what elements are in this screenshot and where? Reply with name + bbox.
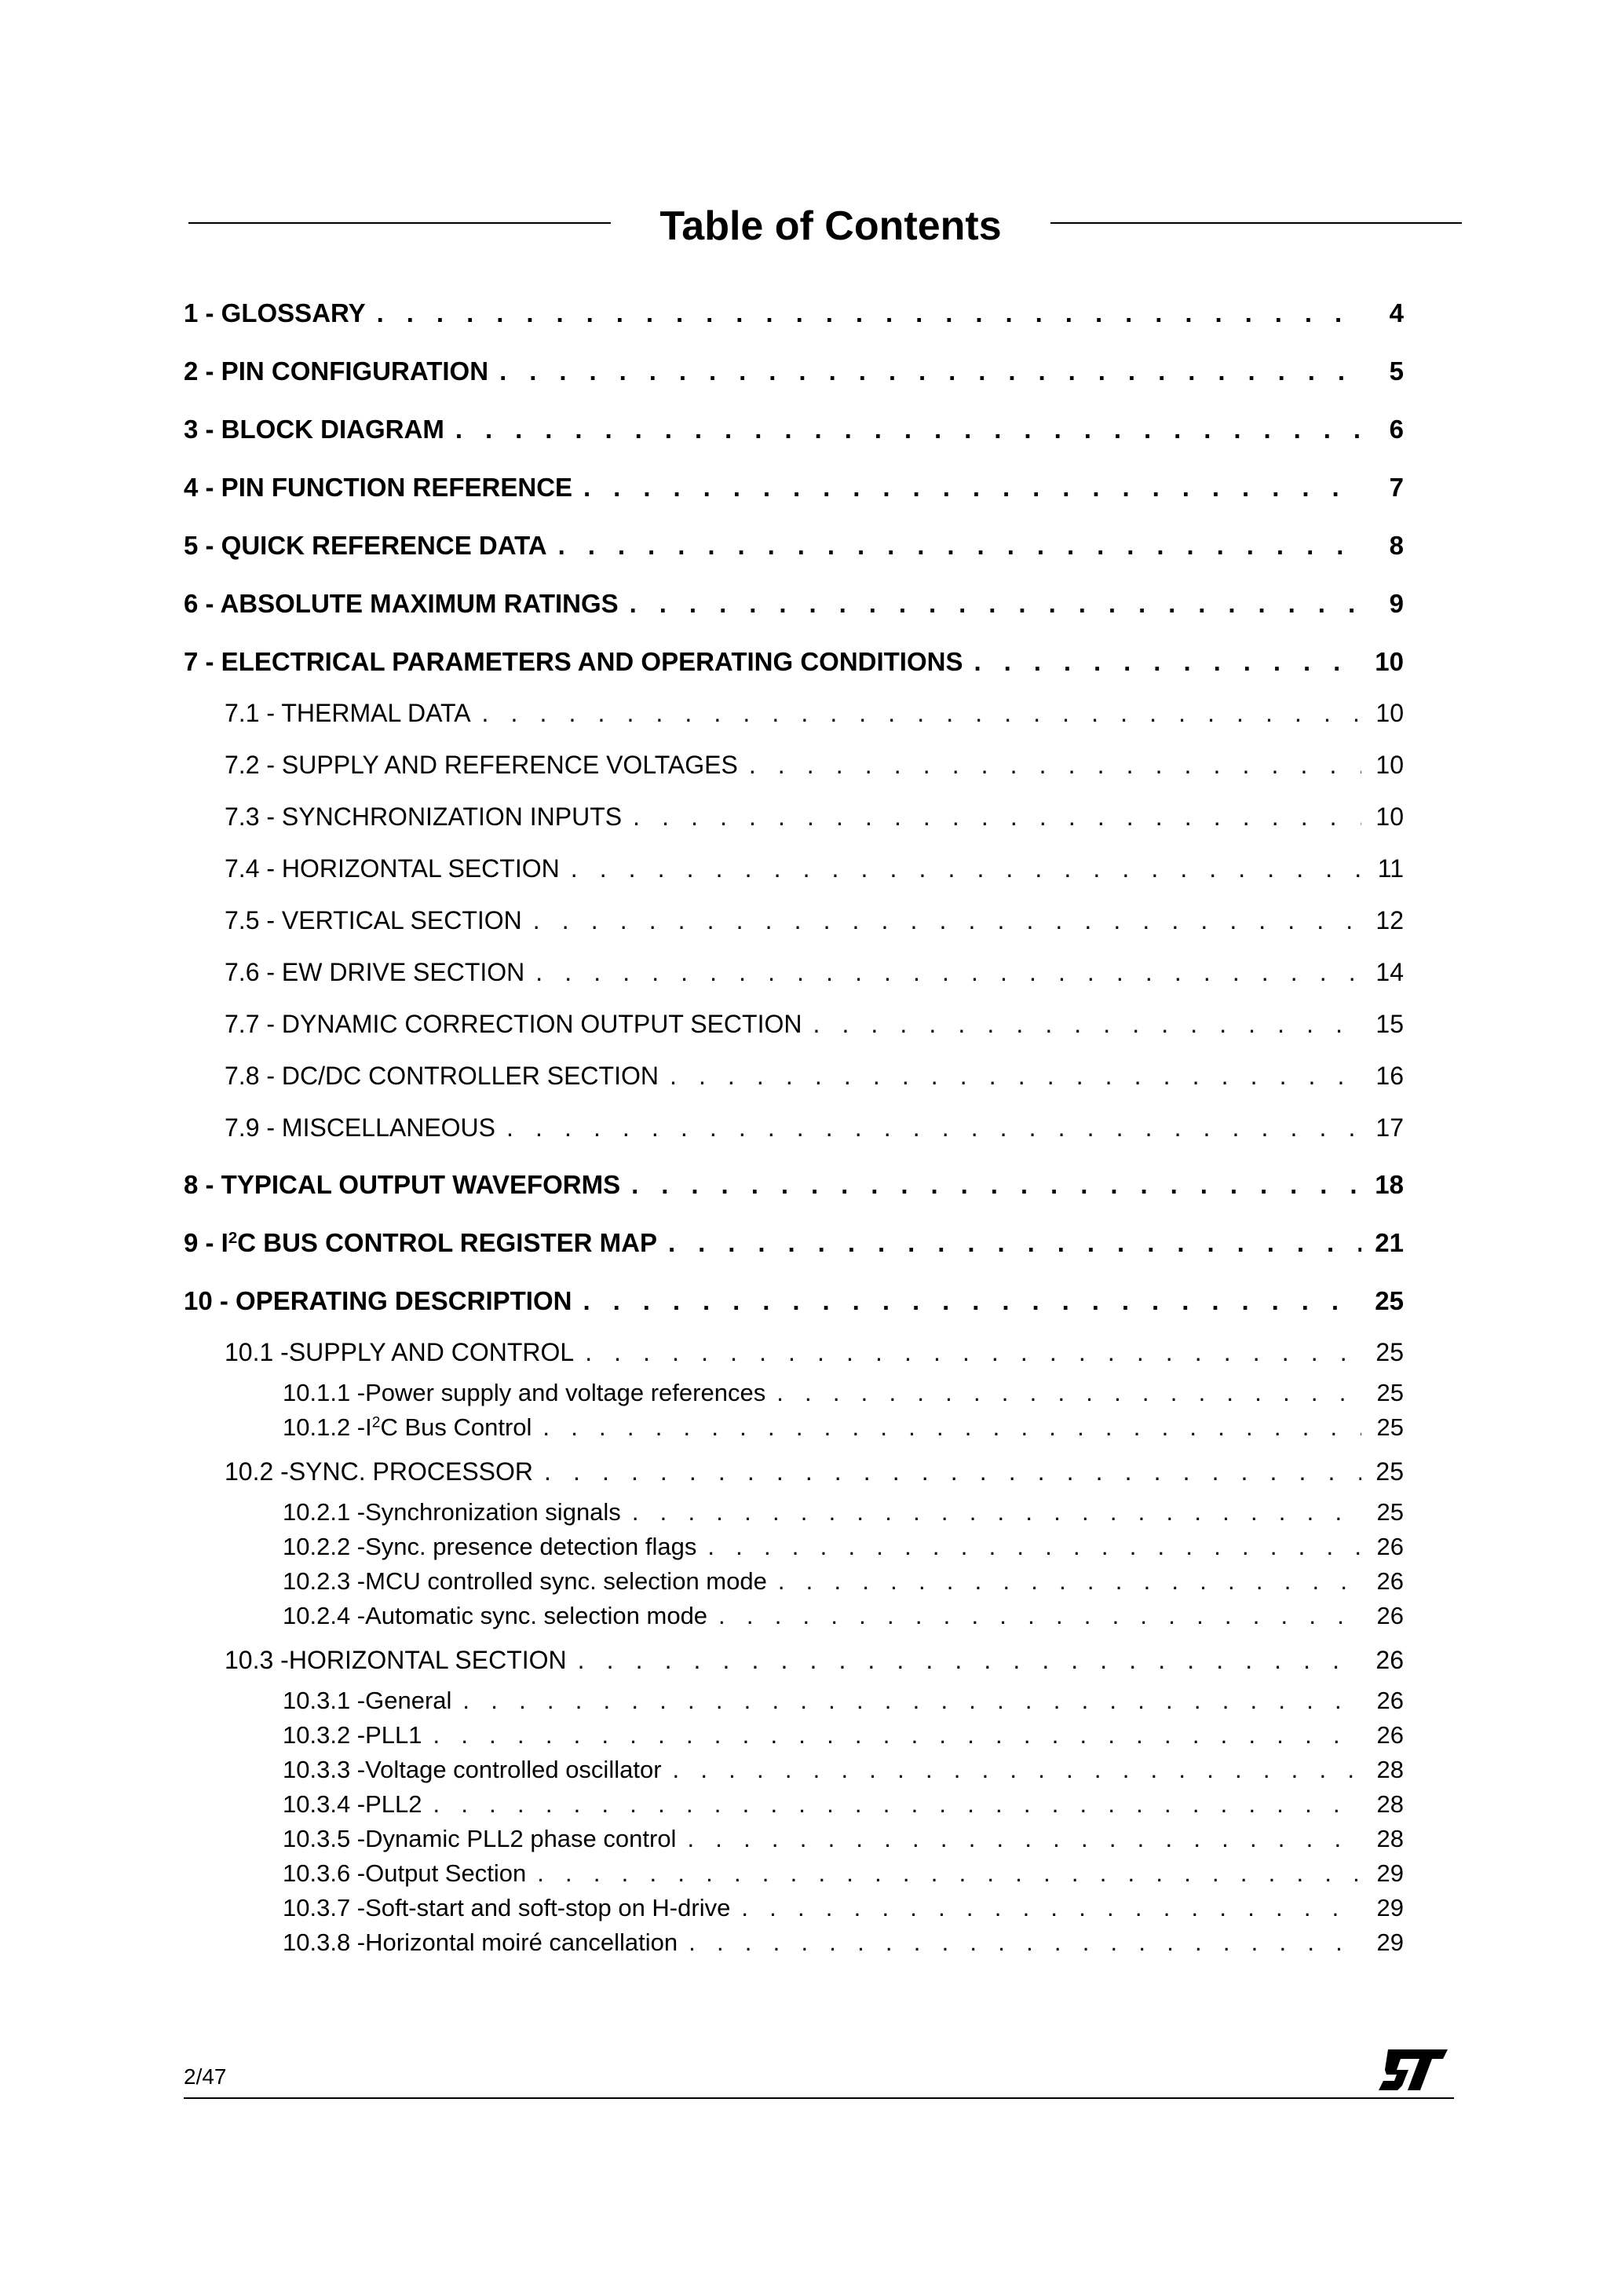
dot-leader bbox=[668, 1228, 1361, 1258]
toc-entry-pin-configuration[interactable] bbox=[184, 356, 1404, 388]
toc-entry-label: 10.3.1 -General bbox=[283, 1687, 452, 1714]
toc-entry-page: 5 bbox=[1389, 356, 1404, 386]
toc-entry-i2c-bus-control-register-map[interactable] bbox=[184, 1228, 1404, 1260]
dot-leader bbox=[813, 1010, 1361, 1039]
toc-entry-page: 28 bbox=[1376, 1825, 1404, 1852]
toc-entry-label: 10.2.2 -Sync. presence detection flags bbox=[283, 1533, 697, 1560]
dot-leader bbox=[583, 473, 1361, 503]
toc-entry-page: 29 bbox=[1376, 1929, 1404, 1956]
toc-entry-page: 10 bbox=[1375, 699, 1404, 727]
dot-leader bbox=[776, 1379, 1361, 1407]
dot-leader bbox=[673, 1756, 1361, 1784]
label-suffix: C BUS CONTROL REGISTER MAP bbox=[237, 1228, 657, 1257]
dot-leader bbox=[506, 1113, 1361, 1143]
toc-entry-page: 11 bbox=[1377, 854, 1404, 883]
toc-entry-synchronization-signals[interactable] bbox=[283, 1498, 1404, 1528]
dot-leader bbox=[585, 1338, 1361, 1367]
toc-entry-ew-drive-section[interactable] bbox=[225, 958, 1404, 989]
toc-entry-page: 14 bbox=[1375, 958, 1404, 986]
dot-leader bbox=[433, 1721, 1361, 1749]
toc-entry-label: 10.2.4 -Automatic sync. selection mode bbox=[283, 1602, 708, 1629]
page-number: 2/47 bbox=[184, 2064, 227, 2089]
toc-entry-label: 10.3.8 -Horizontal moiré cancellation bbox=[283, 1929, 678, 1956]
toc-entry-label: 10.3.4 -PLL2 bbox=[283, 1790, 422, 1818]
toc-entry-label: 7.1 - THERMAL DATA bbox=[225, 699, 471, 727]
toc-entry-page: 28 bbox=[1376, 1790, 1404, 1818]
dot-leader bbox=[499, 356, 1361, 386]
toc-entry-page: 10 bbox=[1375, 751, 1404, 779]
dot-leader bbox=[718, 1602, 1361, 1630]
toc-entry-sync-presence-detection-flags[interactable] bbox=[283, 1533, 1404, 1563]
toc-entry-glossary[interactable] bbox=[184, 298, 1404, 330]
dot-leader bbox=[670, 1062, 1361, 1091]
toc-entry-label bbox=[184, 1228, 657, 1258]
dot-leader bbox=[974, 647, 1361, 677]
superscript-2: 2 bbox=[228, 1228, 238, 1247]
dot-leader bbox=[542, 1413, 1361, 1442]
toc-entry-soft-start-soft-stop[interactable] bbox=[283, 1894, 1404, 1924]
toc-entry-page: 28 bbox=[1376, 1756, 1404, 1783]
toc-entry-miscellaneous[interactable] bbox=[225, 1113, 1404, 1145]
toc-entry-label: 1 - GLOSSARY bbox=[184, 298, 366, 327]
toc-entry-label: 6 - ABSOLUTE MAXIMUM RATINGS bbox=[184, 589, 619, 618]
toc-entry-label: 10.2.1 -Synchronization signals bbox=[283, 1498, 621, 1526]
toc-entry-horizontal-section[interactable] bbox=[225, 854, 1404, 886]
toc-entry-label: 7 - ELECTRICAL PARAMETERS AND OPERATING CONDITIONS bbox=[184, 647, 963, 676]
toc-entry-label: 3 - BLOCK DIAGRAM bbox=[184, 415, 444, 444]
dot-leader bbox=[482, 699, 1361, 728]
toc-entry-page: 9 bbox=[1389, 589, 1404, 618]
toc-entry-page: 18 bbox=[1375, 1170, 1404, 1199]
toc-entry-page: 10 bbox=[1375, 647, 1404, 676]
toc-entry-page: 26 bbox=[1375, 1646, 1404, 1674]
dot-leader bbox=[537, 1859, 1361, 1888]
toc-entry-pin-function-reference[interactable] bbox=[184, 473, 1404, 504]
toc-entry-label: 7.4 - HORIZONTAL SECTION bbox=[225, 854, 560, 883]
toc-entry-label bbox=[283, 1413, 532, 1442]
dot-leader bbox=[583, 1286, 1361, 1316]
toc-entry-label: 10.1 -SUPPLY AND CONTROL bbox=[225, 1338, 575, 1366]
toc-entry-label: 10.1.1 -Power supply and voltage references bbox=[283, 1379, 766, 1406]
dot-leader bbox=[707, 1533, 1361, 1561]
superscript-2: 2 bbox=[371, 1414, 381, 1431]
toc-entry-typical-output-waveforms[interactable] bbox=[184, 1170, 1404, 1201]
toc-entry-page: 26 bbox=[1376, 1602, 1404, 1629]
dot-leader bbox=[741, 1894, 1361, 1922]
toc-entry-page: 25 bbox=[1375, 1338, 1404, 1366]
toc-entry-automatic-sync-selection[interactable] bbox=[283, 1602, 1404, 1632]
toc-entry-horizontal-moire-cancellation[interactable] bbox=[283, 1929, 1404, 1958]
toc-entry-page: 26 bbox=[1376, 1567, 1404, 1595]
toc-entry-supply-and-reference-voltages[interactable] bbox=[225, 751, 1404, 782]
toc-entry-pll2[interactable] bbox=[283, 1790, 1404, 1820]
toc-entry-page: 4 bbox=[1389, 298, 1404, 327]
toc-entry-vertical-section[interactable] bbox=[225, 906, 1404, 938]
toc-entry-pll1[interactable] bbox=[283, 1721, 1404, 1751]
toc-entry-page: 25 bbox=[1375, 1286, 1404, 1315]
toc-entry-page: 16 bbox=[1375, 1062, 1404, 1090]
toc-entry-output-section[interactable] bbox=[283, 1859, 1404, 1889]
st-logo-icon bbox=[1377, 2046, 1449, 2093]
toc-entry-label: 7.6 - EW DRIVE SECTION bbox=[225, 958, 525, 986]
toc-entry-label: 7.5 - VERTICAL SECTION bbox=[225, 906, 522, 934]
toc-entry-page: 25 bbox=[1376, 1498, 1404, 1526]
toc-entry-quick-reference-data[interactable] bbox=[184, 531, 1404, 562]
toc-entry-page: 6 bbox=[1389, 415, 1404, 444]
dot-leader bbox=[689, 1929, 1361, 1957]
dot-leader bbox=[377, 298, 1361, 328]
dot-leader bbox=[578, 1646, 1361, 1675]
dot-leader bbox=[462, 1687, 1361, 1715]
toc-entry-label: 10.3.6 -Output Section bbox=[283, 1859, 527, 1887]
toc-entry-page: 15 bbox=[1375, 1010, 1404, 1038]
toc-entry-label: 7.8 - DC/DC CONTROLLER SECTION bbox=[225, 1062, 659, 1090]
toc-entry-voltage-controlled-oscillator[interactable] bbox=[283, 1756, 1404, 1786]
toc-entry-page: 26 bbox=[1376, 1721, 1404, 1749]
toc-entry-label: 10.3.2 -PLL1 bbox=[283, 1721, 422, 1749]
toc-entry-label: 10.2 -SYNC. PROCESSOR bbox=[225, 1457, 533, 1486]
dot-leader bbox=[544, 1457, 1361, 1486]
toc-entry-operating-description[interactable] bbox=[184, 1286, 1404, 1318]
toc-entry-label: 10.3.5 -Dynamic PLL2 phase control bbox=[283, 1825, 677, 1852]
toc-entry-horizontal-section-10-3[interactable] bbox=[225, 1646, 1404, 1677]
toc-entry-sync-processor[interactable] bbox=[225, 1457, 1404, 1489]
toc-entry-page: 12 bbox=[1375, 906, 1404, 934]
dot-leader bbox=[687, 1825, 1361, 1853]
toc-entry-page: 26 bbox=[1376, 1687, 1404, 1714]
dot-leader bbox=[433, 1790, 1361, 1819]
toc-entry-dynamic-correction-output[interactable] bbox=[225, 1010, 1404, 1041]
toc-entry-general[interactable] bbox=[283, 1687, 1404, 1717]
toc-entry-label: 10.3.3 -Voltage controlled oscillator bbox=[283, 1756, 662, 1783]
toc-entry-power-supply-voltage-references[interactable] bbox=[283, 1379, 1404, 1409]
toc-entry-page: 25 bbox=[1376, 1413, 1404, 1441]
dot-leader bbox=[558, 531, 1361, 561]
toc-entry-block-diagram[interactable] bbox=[184, 415, 1404, 446]
page-title: Table of Contents bbox=[659, 203, 1002, 249]
dot-leader bbox=[571, 854, 1361, 883]
footer-rule bbox=[184, 2097, 1454, 2099]
dot-leader bbox=[632, 1498, 1361, 1526]
label-prefix: 9 - I bbox=[184, 1228, 228, 1257]
toc-entry-label: 7.9 - MISCELLANEOUS bbox=[225, 1113, 495, 1142]
toc-entry-page: 21 bbox=[1375, 1228, 1404, 1257]
dot-leader bbox=[749, 751, 1361, 780]
toc-entry-mcu-controlled-sync-selection[interactable] bbox=[283, 1567, 1404, 1597]
toc-entry-label: 4 - PIN FUNCTION REFERENCE bbox=[184, 473, 573, 502]
dot-leader bbox=[535, 958, 1361, 987]
toc-entry-page: 25 bbox=[1376, 1379, 1404, 1406]
toc-entry-page: 29 bbox=[1376, 1894, 1404, 1921]
toc-entry-electrical-parameters[interactable] bbox=[184, 647, 1404, 678]
toc-entry-absolute-maximum-ratings[interactable] bbox=[184, 589, 1404, 620]
toc-entry-dcdc-controller-section[interactable] bbox=[225, 1062, 1404, 1093]
toc-entry-page: 25 bbox=[1375, 1457, 1404, 1486]
toc-entry-label: 10.3.7 -Soft-start and soft-stop on H-drive bbox=[283, 1894, 731, 1921]
toc-entry-page: 17 bbox=[1375, 1113, 1404, 1142]
toc-entry-label: 2 - PIN CONFIGURATION bbox=[184, 356, 489, 386]
label-suffix: C Bus Control bbox=[380, 1413, 532, 1441]
dot-leader bbox=[455, 415, 1361, 444]
toc-entry-page: 26 bbox=[1376, 1533, 1404, 1560]
label-prefix: 10.1.2 -I bbox=[283, 1413, 372, 1441]
dot-leader bbox=[533, 906, 1361, 935]
toc-entry-label: 7.3 - SYNCHRONIZATION INPUTS bbox=[225, 803, 623, 831]
toc-entry-label: 8 - TYPICAL OUTPUT WAVEFORMS bbox=[184, 1170, 621, 1199]
toc-entry-page: 7 bbox=[1389, 473, 1404, 502]
toc-entry-label: 10.2.3 -MCU controlled sync. selection mode bbox=[283, 1567, 767, 1595]
toc-entry-i2c-bus-control[interactable] bbox=[283, 1413, 1404, 1443]
dot-leader bbox=[630, 589, 1361, 619]
dot-leader bbox=[778, 1567, 1361, 1596]
toc-entry-dynamic-pll2-phase-control[interactable] bbox=[283, 1825, 1404, 1855]
toc-entry-label: 10.3 -HORIZONTAL SECTION bbox=[225, 1646, 567, 1674]
toc-entry-label: 7.2 - SUPPLY AND REFERENCE VOLTAGES bbox=[225, 751, 738, 779]
toc-entry-supply-and-control[interactable] bbox=[225, 1338, 1404, 1369]
toc-entry-page: 10 bbox=[1375, 803, 1404, 831]
toc-entry-page: 8 bbox=[1389, 531, 1404, 560]
toc-entry-label: 10 - OPERATING DESCRIPTION bbox=[184, 1286, 572, 1315]
toc-entry-label: 7.7 - DYNAMIC CORRECTION OUTPUT SECTION bbox=[225, 1010, 802, 1038]
toc-entry-synchronization-inputs[interactable] bbox=[225, 803, 1404, 834]
toc-entry-thermal-data[interactable] bbox=[225, 699, 1404, 730]
toc-entry-label: 5 - QUICK REFERENCE DATA bbox=[184, 531, 547, 560]
dot-leader bbox=[633, 803, 1361, 832]
dot-leader bbox=[631, 1170, 1361, 1200]
toc-entry-page: 29 bbox=[1376, 1859, 1404, 1887]
